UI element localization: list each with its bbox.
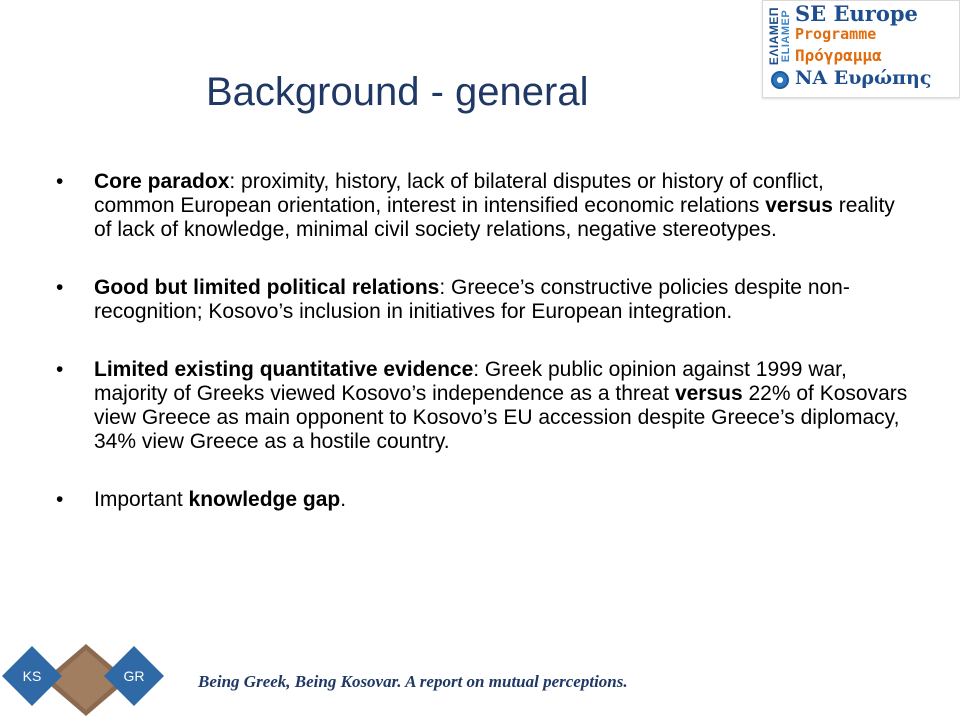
bullet-marker: • bbox=[56, 488, 64, 511]
bullet-text: : Greece’s constructive policies despite non-recognition; Kosovo’s inclusion in initiatives for European integration. bbox=[94, 276, 850, 323]
bullet-item bbox=[48, 488, 908, 512]
bullet-bold-text: knowledge gap bbox=[188, 488, 341, 511]
bullet-text: Important bbox=[94, 488, 189, 511]
logo-vertical-line2: ELIAMEP bbox=[780, 9, 792, 63]
slide-title: Background - general bbox=[206, 70, 589, 114]
logo-line2: Programme bbox=[795, 25, 877, 43]
bullet-marker: • bbox=[56, 170, 64, 193]
logo-circle-icon bbox=[771, 71, 789, 89]
bullet-bold-text: Core paradox bbox=[94, 170, 230, 193]
bullet-bold-text: Limited existing quantitative evidence bbox=[94, 358, 474, 381]
bullet-bold-text: versus bbox=[674, 382, 743, 405]
bullet-text: : Greek public opinion against 1999 war, majority of Greeks viewed Kosovo’s independence as a threat bbox=[94, 358, 847, 405]
logo-line1: SE Europe bbox=[795, 1, 918, 26]
bullet-text: : proximity, history, lack of bilateral disputes or history of conflict, common European orientation, interest in intensified economic relations bbox=[94, 170, 824, 217]
bullet-item bbox=[48, 358, 908, 454]
footer-caption: Being Greek, Being Kosovar. A report on mutual perceptions. bbox=[198, 672, 628, 691]
logo-line3: Πρόγραμμα bbox=[795, 46, 882, 65]
bullet-bold-text: Good but limited political relations bbox=[94, 276, 440, 299]
bullet-marker: • bbox=[56, 358, 64, 381]
logo-vertical-line1: ΕΛΙΑΜΕΠ bbox=[767, 6, 781, 66]
bullet-text: . bbox=[340, 488, 347, 511]
gr-label: GR bbox=[123, 668, 145, 684]
bullet-text: 22% of Kosovars view Greece as main opponent to Kosovo’s EU accession despite Greece’s diplomacy, 34% view Greece as a hostile country. bbox=[94, 382, 908, 453]
eliamep-logo bbox=[762, 0, 960, 98]
bullet-item bbox=[48, 276, 908, 324]
bullet-item bbox=[48, 170, 908, 242]
bullet-text: reality of lack of knowledge, minimal civil society relations, negative stereotypes. bbox=[94, 194, 895, 241]
ks-gr-diamond-logo bbox=[0, 636, 170, 720]
logo-line4: ΝΑ Ευρώπης bbox=[795, 67, 932, 89]
ks-label: KS bbox=[22, 668, 42, 684]
logo-text bbox=[795, 3, 957, 89]
bullet-marker: • bbox=[56, 276, 64, 299]
bullet-list bbox=[48, 170, 908, 546]
bullet-bold-text: versus bbox=[765, 194, 833, 217]
logo-vertical-text bbox=[765, 5, 795, 67]
